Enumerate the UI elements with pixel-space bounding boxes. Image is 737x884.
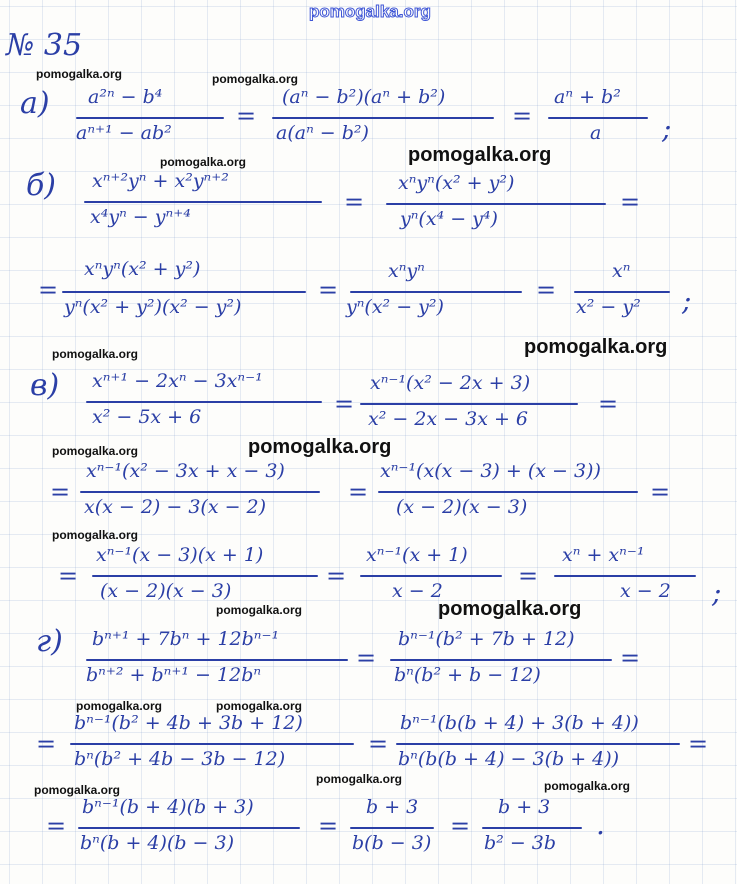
problem-number: № 35: [6, 28, 83, 63]
part-g-f6-numerator: b + 3: [366, 796, 419, 818]
part-v-f7-denominator: x − 2: [620, 580, 671, 602]
part-g-f2-denominator: bⁿ(b² + b − 12): [394, 664, 541, 686]
equals-sign: =: [356, 644, 377, 672]
equals-sign: =: [38, 276, 59, 304]
equals-sign: =: [58, 562, 79, 590]
watermark-text: pomogalka.org: [216, 603, 303, 617]
part-a-end-mark: ;: [662, 112, 672, 145]
part-v-f2-numerator: xⁿ⁻¹(x² − 2x + 3): [370, 372, 531, 394]
part-g-f3-numerator: bⁿ⁻¹(b² + 4b + 3b + 12): [74, 712, 303, 734]
equals-sign: =: [620, 188, 641, 216]
equals-sign: =: [598, 390, 619, 418]
watermark-text: pomogalka.org: [316, 772, 403, 786]
part-b-f5-numerator: xⁿ: [612, 260, 631, 282]
part-g-f3-bar: [70, 743, 354, 745]
part-b-f1-denominator: x⁴yⁿ − yⁿ⁺⁴: [90, 206, 191, 228]
watermark-text: pomogalka.org: [248, 436, 392, 458]
equals-sign: =: [36, 730, 57, 758]
part-g-f4-denominator: bⁿ(b(b + 4) − 3(b + 4)): [398, 748, 620, 770]
watermark-text: pomogalka.org: [524, 336, 668, 358]
part-v-f5-bar: [92, 575, 318, 577]
part-g-end-mark: .: [596, 808, 605, 841]
part-g-label: г): [36, 624, 63, 659]
part-b-end-mark: ;: [682, 284, 692, 317]
equals-sign: =: [46, 812, 67, 840]
part-g-f6-denominator: b(b − 3): [352, 832, 432, 854]
part-a-f3-numerator: aⁿ + b²: [554, 86, 621, 108]
part-a-label: а): [20, 86, 50, 121]
part-b-f4-denominator: yⁿ(x² − y²): [346, 296, 444, 318]
part-v-f6-numerator: xⁿ⁻¹(x + 1): [366, 544, 468, 566]
watermark-text: pomogalka.org: [216, 699, 303, 713]
part-v-f1-bar: [86, 401, 322, 403]
part-b-f2-bar: [386, 203, 606, 205]
equals-sign: =: [236, 102, 257, 130]
part-b-f1-bar: [84, 201, 322, 203]
part-v-f3-numerator: xⁿ⁻¹(x² − 3x + x − 3): [86, 460, 285, 482]
part-b-f2-denominator: yⁿ(x⁴ − y⁴): [400, 208, 498, 230]
watermark-text: pomogalka.org: [160, 155, 247, 169]
part-v-f4-denominator: (x − 2)(x − 3): [396, 496, 528, 518]
equals-sign: =: [518, 562, 539, 590]
part-g-f7-denominator: b² − 3b: [484, 832, 557, 854]
part-b-f5-denominator: x² − y²: [576, 296, 641, 318]
watermark-text: pomogalka.org: [52, 347, 139, 361]
part-g-f2-bar: [390, 659, 612, 661]
part-v-f2-denominator: x² − 2x − 3x + 6: [368, 408, 529, 430]
part-v-f3-denominator: x(x − 2) − 3(x − 2): [84, 496, 267, 518]
part-b-f1-numerator: xⁿ⁺²yⁿ + x²yⁿ⁺²: [92, 170, 229, 192]
watermark-text: pomogalka.org: [438, 598, 582, 620]
equals-sign: =: [650, 478, 671, 506]
part-g-f2-numerator: bⁿ⁻¹(b² + 7b + 12): [398, 628, 575, 650]
watermark-text: pomogalka.org: [52, 528, 139, 542]
equals-sign: =: [344, 188, 365, 216]
equals-sign: =: [536, 276, 557, 304]
site-watermark-header: pomogalka.org: [309, 2, 431, 21]
watermark-text: pomogalka.org: [408, 144, 552, 166]
part-a-f3-denominator: a: [590, 122, 602, 144]
part-b-f3-numerator: xⁿyⁿ(x² + y²): [84, 258, 201, 280]
watermark-text: pomogalka.org: [212, 72, 299, 86]
part-b-f2-numerator: xⁿyⁿ(x² + y²): [398, 172, 515, 194]
part-g-f4-bar: [396, 743, 680, 745]
part-v-f5-numerator: xⁿ⁻¹(x − 3)(x + 1): [96, 544, 264, 566]
part-g-f5-bar: [78, 827, 300, 829]
equals-sign: =: [348, 478, 369, 506]
part-v-end-mark: ;: [712, 576, 722, 609]
part-a-f3-bar: [548, 117, 648, 119]
equals-sign: =: [318, 276, 339, 304]
part-v-f6-denominator: x − 2: [392, 580, 443, 602]
part-g-f3-denominator: bⁿ(b² + 4b − 3b − 12): [74, 748, 286, 770]
part-v-f1-denominator: x² − 5x + 6: [92, 406, 202, 428]
part-b-f3-denominator: yⁿ(x² + y²)(x² − y²): [64, 296, 242, 318]
part-v-f4-numerator: xⁿ⁻¹(x(x − 3) + (x − 3)): [380, 460, 601, 482]
part-v-f2-bar: [360, 403, 578, 405]
part-g-f7-bar: [482, 827, 582, 829]
part-g-f5-denominator: bⁿ(b + 4)(b − 3): [80, 832, 235, 854]
equals-sign: =: [334, 390, 355, 418]
part-g-f6-bar: [350, 827, 434, 829]
equals-sign: =: [50, 478, 71, 506]
part-v-f6-bar: [360, 575, 502, 577]
part-g-f1-denominator: bⁿ⁺² + bⁿ⁺¹ − 12bⁿ: [86, 664, 262, 686]
equals-sign: =: [450, 812, 471, 840]
part-v-f3-bar: [80, 491, 320, 493]
part-g-f4-numerator: bⁿ⁻¹(b(b + 4) + 3(b + 4)): [400, 712, 639, 734]
part-a-f2-numerator: (aⁿ − b²)(aⁿ + b²): [282, 86, 446, 108]
part-a-f2-bar: [272, 117, 494, 119]
part-a-f1-numerator: a²ⁿ − b⁴: [88, 86, 163, 108]
watermark-text: pomogalka.org: [76, 699, 163, 713]
equals-sign: =: [318, 812, 339, 840]
equals-sign: =: [512, 102, 533, 130]
watermark-text: pomogalka.org: [36, 67, 123, 81]
watermark-text: pomogalka.org: [544, 779, 631, 793]
part-g-f1-numerator: bⁿ⁺¹ + 7bⁿ + 12bⁿ⁻¹: [92, 628, 280, 650]
part-g-f1-bar: [86, 659, 348, 661]
part-v-f5-denominator: (x − 2)(x − 3): [100, 580, 232, 602]
equals-sign: =: [688, 730, 709, 758]
part-g-f7-numerator: b + 3: [498, 796, 551, 818]
part-a-f1-bar: [76, 117, 224, 119]
part-b-f3-bar: [62, 291, 306, 293]
part-v-f7-numerator: xⁿ + xⁿ⁻¹: [562, 544, 645, 566]
part-v-label: в): [30, 368, 60, 403]
part-v-f4-bar: [378, 491, 638, 493]
part-g-f5-numerator: bⁿ⁻¹(b + 4)(b + 3): [82, 796, 254, 818]
part-a-f2-denominator: a(aⁿ − b²): [276, 122, 369, 144]
equals-sign: =: [326, 562, 347, 590]
part-b-label: б): [26, 168, 57, 203]
part-b-f5-bar: [574, 291, 670, 293]
equals-sign: =: [368, 730, 389, 758]
watermark-text: pomogalka.org: [34, 783, 121, 797]
watermark-text: pomogalka.org: [52, 444, 139, 458]
part-v-f7-bar: [554, 575, 696, 577]
part-v-f1-numerator: xⁿ⁺¹ − 2xⁿ − 3xⁿ⁻¹: [92, 370, 263, 392]
part-b-f4-bar: [350, 291, 522, 293]
equals-sign: =: [620, 644, 641, 672]
part-b-f4-numerator: xⁿyⁿ: [388, 260, 425, 282]
part-a-f1-denominator: aⁿ⁺¹ − ab²: [76, 122, 172, 144]
